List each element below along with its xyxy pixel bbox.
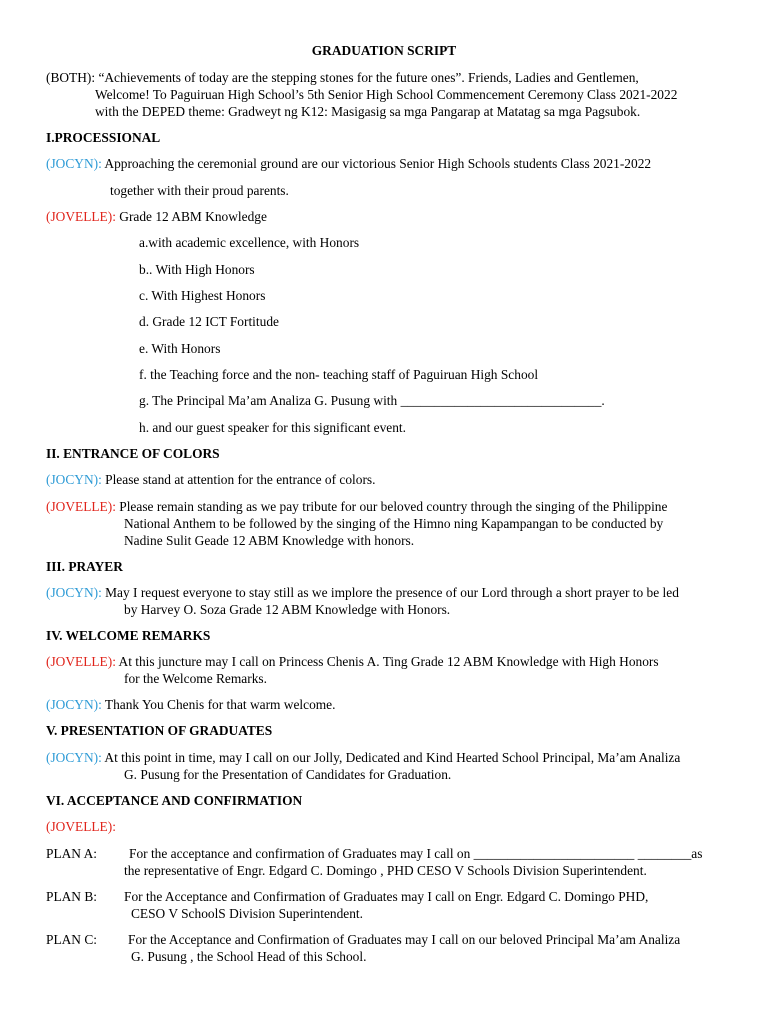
processional-jocyn-line-2: together with their proud parents. xyxy=(110,183,289,198)
section-heading-colors: II. ENTRANCE OF COLORS xyxy=(46,446,220,461)
presentation-jocyn-line-2: G. Pusung for the Presentation of Candidates for Graduation. xyxy=(124,767,452,782)
section-heading-presentation: V. PRESENTATION OF GRADUATES xyxy=(46,723,273,738)
speaker-both: (BOTH): xyxy=(46,70,96,85)
colors-jovelle-line-2: National Anthem to be followed by the singing of the Himno ning Kapampangan to be conducted by xyxy=(124,516,664,531)
document-title: GRADUATION SCRIPT xyxy=(311,43,457,58)
plan-c-line-1: For the Acceptance and Confirmation of Graduates may I call on our beloved Principal Ma’am Analiza xyxy=(128,932,681,947)
plan-b-line-2: CESO V SchoolS Division Superintendent. xyxy=(131,906,363,921)
section-heading-prayer: III. PRAYER xyxy=(46,559,123,574)
plan-a-label: PLAN A: xyxy=(46,846,97,861)
processional-item-d: d. Grade 12 ICT Fortitude xyxy=(139,314,279,329)
prayer-jocyn-line-1 xyxy=(46,585,679,601)
speaker-jocyn: (JOCYN): xyxy=(46,156,102,171)
prayer-jocyn-line-2: by Harvey O. Soza Grade 12 ABM Knowledge with Honors. xyxy=(124,602,451,617)
processional-item-h: h. and our guest speaker for this significant event. xyxy=(139,420,406,435)
processional-jocyn-text-1: Approaching the ceremonial ground are our victorious Senior High Schools students Class 2021-2022 xyxy=(101,156,652,171)
speaker-jocyn: (JOCYN): xyxy=(46,750,102,765)
welcome-jocyn-text: Thank You Chenis for that warm welcome. xyxy=(101,697,336,712)
welcome-jocyn-line xyxy=(46,697,335,713)
speaker-jovelle: (JOVELLE): xyxy=(46,209,116,224)
colors-jovelle-line-3: Nadine Sulit Geade 12 ABM Knowledge with honors. xyxy=(124,533,415,548)
speaker-jocyn: (JOCYN): xyxy=(46,585,102,600)
welcome-jovelle-line-2: for the Welcome Remarks. xyxy=(124,671,267,686)
processional-item-g: g. The Principal Ma’am Analiza G. Pusung with ______________________________. xyxy=(139,393,605,408)
intro-line-1 xyxy=(46,70,639,86)
plan-b-line-1: For the Acceptance and Confirmation of Graduates may I call on Engr. Edgard C. Domingo PHD, xyxy=(124,889,649,904)
section-heading-processional: I.PROCESSIONAL xyxy=(46,130,161,145)
speaker-jovelle: (JOVELLE): xyxy=(46,499,116,514)
speaker-jocyn: (JOCYN): xyxy=(46,697,102,712)
processional-jovelle-line xyxy=(46,209,267,225)
plan-a-line-2: the representative of Engr. Edgard C. Domingo , PHD CESO V Schools Division Superintendent. xyxy=(124,863,647,878)
speaker-jovelle: (JOVELLE): xyxy=(46,819,116,834)
processional-item-a: a.with academic excellence, with Honors xyxy=(139,235,360,250)
processional-item-f: f. the Teaching force and the non- teaching staff of Paguiruan High School xyxy=(139,367,539,382)
processional-item-b: b.. With High Honors xyxy=(139,262,255,277)
colors-jovelle-text-1: Please remain standing as we pay tribute for our beloved country through the singing of the Philippine xyxy=(115,499,668,514)
intro-text-1: “Achievements of today are the stepping stones for the future ones”. Friends, Ladies and Gentlemen, xyxy=(95,70,639,85)
plan-c-line-2: G. Pusung , the School Head of this School. xyxy=(131,949,367,964)
colors-jocyn-line xyxy=(46,472,375,488)
section-heading-welcome: IV. WELCOME REMARKS xyxy=(46,628,211,643)
speaker-jocyn: (JOCYN): xyxy=(46,472,102,487)
plan-a-line-1: For the acceptance and confirmation of Graduates may I call on ________________________ ________as xyxy=(129,846,703,861)
presentation-jocyn-line-1 xyxy=(46,750,680,766)
prayer-jocyn-text-1: May I request everyone to stay still as we implore the presence of our Lord through a short prayer to be led xyxy=(101,585,679,600)
welcome-jovelle-text-1: At this juncture may I call on Princess Chenis A. Ting Grade 12 ABM Knowledge with High Honors xyxy=(115,654,659,669)
colors-jocyn-text: Please stand at attention for the entrance of colors. xyxy=(101,472,376,487)
processional-jocyn-line-1 xyxy=(46,156,651,172)
colors-jovelle-line-1 xyxy=(46,499,667,515)
speaker-jovelle: (JOVELLE): xyxy=(46,654,116,669)
plan-b-label: PLAN B: xyxy=(46,889,97,904)
processional-jovelle-text: Grade 12 ABM Knowledge xyxy=(115,209,267,224)
processional-item-e: e. With Honors xyxy=(139,341,221,356)
welcome-jovelle-line-1 xyxy=(46,654,659,670)
section-heading-acceptance: VI. ACCEPTANCE AND CONFIRMATION xyxy=(46,793,303,808)
intro-line-3: with the DEPED theme: Gradweyt ng K12: Masigasig sa mga Pangarap at Matatag sa mga Pagsubok. xyxy=(95,104,641,119)
plan-c-label: PLAN C: xyxy=(46,932,97,947)
intro-line-2: Welcome! To Paguiruan High School’s 5th Senior High School Commencement Ceremony Class 2021-2022 xyxy=(95,87,678,102)
presentation-jocyn-text-1: At this point in time, may I call on our Jolly, Dedicated and Kind Hearted School Principal, Ma’am Analiza xyxy=(101,750,681,765)
processional-item-c: c. With Highest Honors xyxy=(139,288,266,303)
